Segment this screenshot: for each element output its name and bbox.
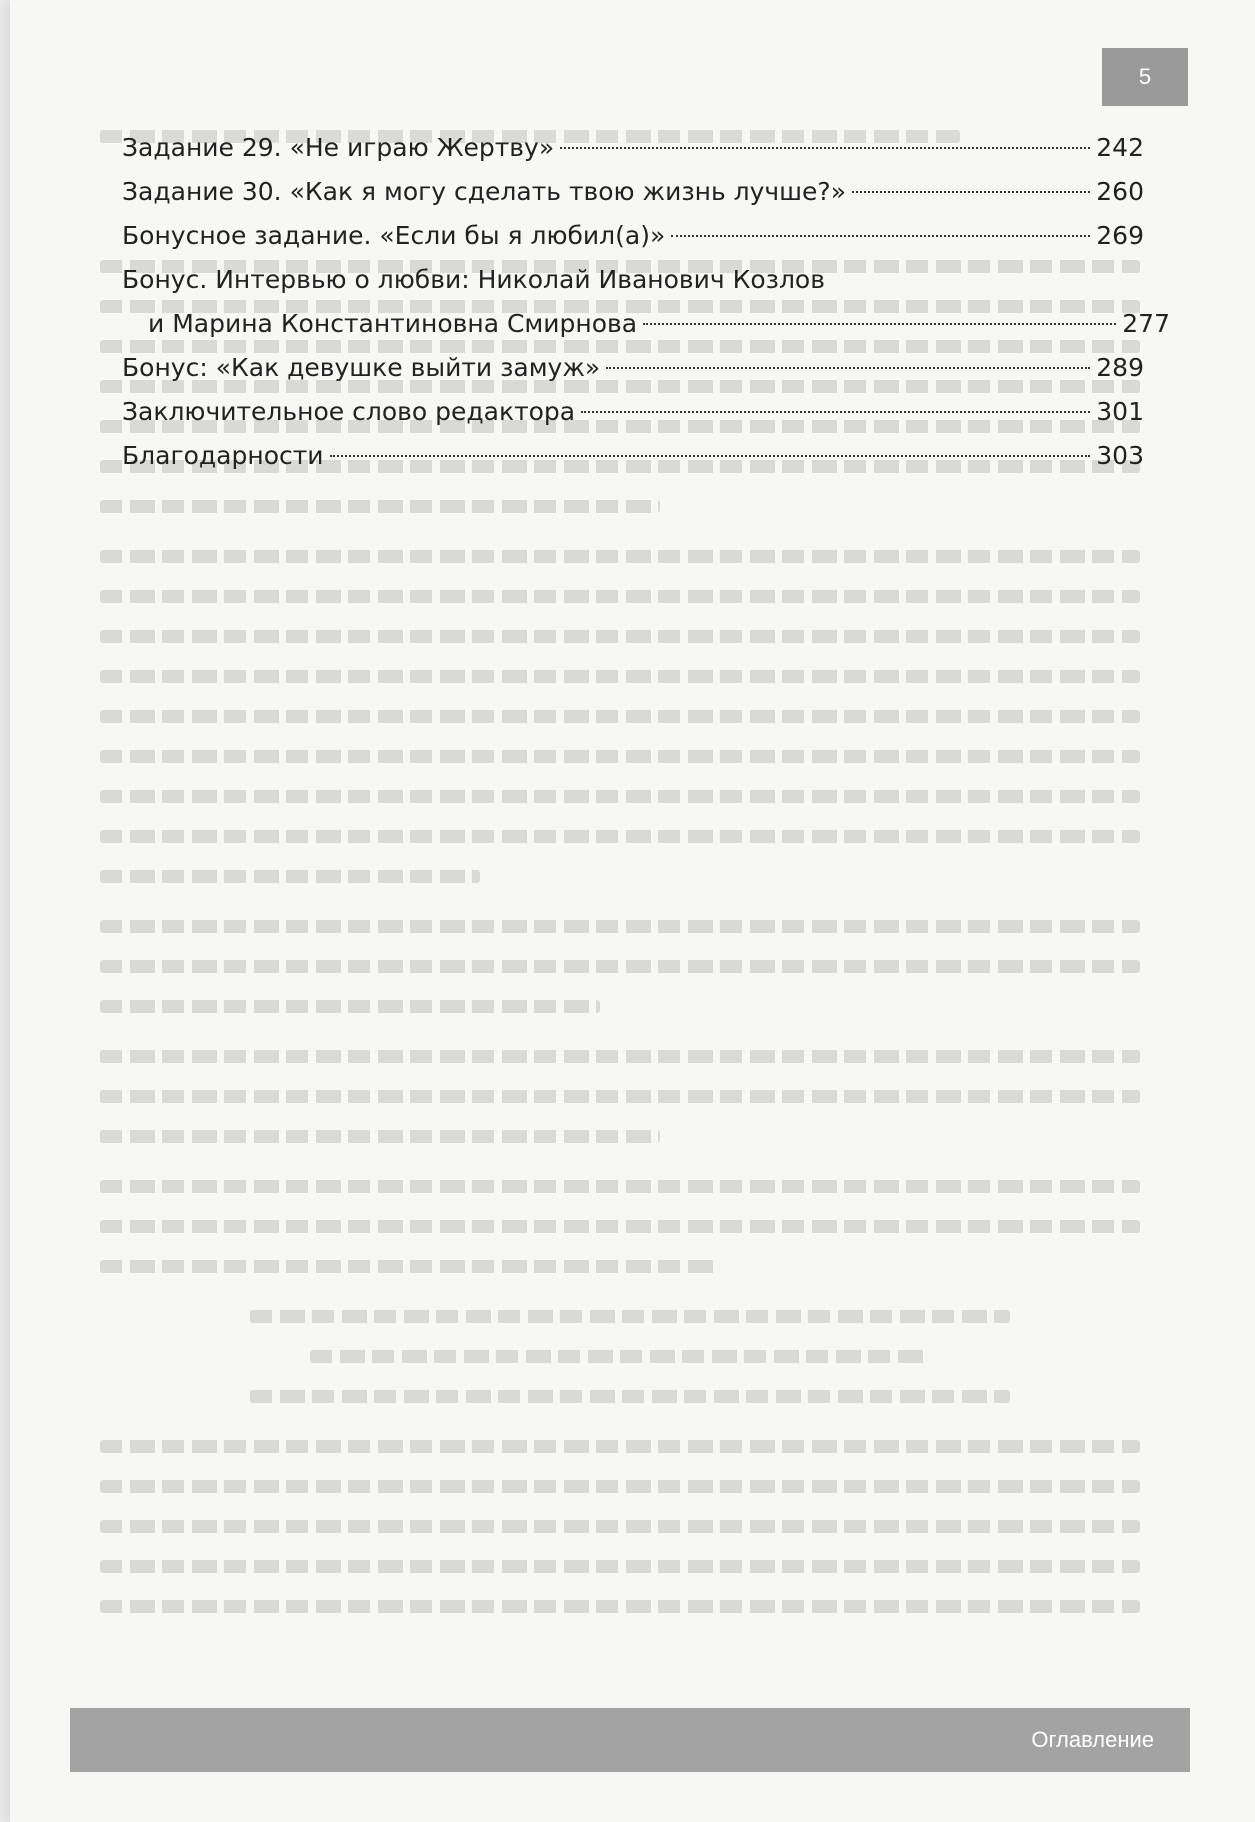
toc-dot-leader [643,323,1116,325]
toc-entry-page: 301 [1096,397,1144,426]
toc-entry-title: Задание 29. «Не играю Жертву» [122,133,555,162]
toc-dot-leader [560,147,1090,149]
toc-entry-multiline[interactable] [122,258,1170,346]
toc-entry-title-line1: Бонус. Интервью о любви: Николай Иванович Козлов [122,265,825,294]
toc-dot-leader [852,191,1090,193]
toc-entry-title: Бонус: «Как девушке выйти замуж» [122,353,601,382]
toc-entry-page: 277 [1122,309,1170,338]
toc-entry-title: Благодарности [122,441,324,470]
toc-dot-leader [671,235,1090,237]
toc-entry-title: Задание 30. «Как я могу сделать твою жизнь лучше?» [122,177,846,206]
toc-entry-title: Бонусное задание. «Если бы я любил(а)» [122,221,666,250]
toc-entry-page: 242 [1096,133,1144,162]
book-page [10,0,1255,1822]
toc-entry[interactable] [122,434,1144,478]
toc-entry-page: 269 [1096,221,1144,250]
toc-entry-page: 260 [1096,177,1144,206]
toc-dot-leader [581,411,1090,413]
toc-entry[interactable] [122,390,1144,434]
toc-entry[interactable] [122,170,1144,214]
toc-entry[interactable] [122,346,1144,390]
toc-entry[interactable] [122,214,1144,258]
toc-dot-leader [606,367,1090,369]
toc-entry-page: 289 [1096,353,1144,382]
page-number-tab [1102,48,1188,106]
toc-entry-page: 303 [1096,441,1144,470]
toc-entry[interactable] [122,126,1144,170]
toc-dot-leader [330,455,1091,457]
toc-entry-title: Заключительное слово редактора [122,397,576,426]
toc-entry-title-line2: и Марина Константиновна Смирнова [148,309,638,338]
table-of-contents [122,126,1170,478]
section-label: Оглавление [1031,1727,1154,1752]
page-number: 5 [1138,64,1152,89]
footer-bar [70,1708,1190,1772]
